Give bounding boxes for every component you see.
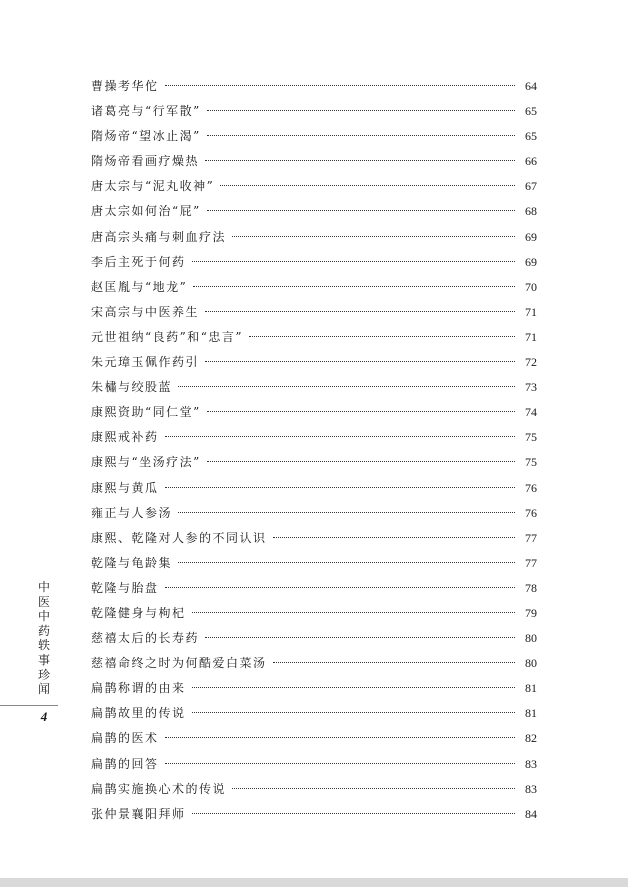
toc-entry — [91, 275, 537, 300]
toc-entry-page: 77 — [525, 555, 537, 570]
toc-entry-page: 65 — [525, 129, 537, 144]
dot-leader — [232, 236, 515, 237]
toc-entry-title: 宋高宗与中医养生 — [91, 304, 200, 319]
toc-entry-title: 康熙戒补药 — [91, 430, 159, 445]
toc-entry-page: 76 — [525, 480, 537, 495]
toc-entry-title: 康熙与黄瓜 — [91, 480, 159, 495]
toc-entry-title: 雍正与人参汤 — [91, 505, 173, 520]
toc-entry-page: 67 — [525, 179, 537, 194]
toc-entry-title: 隋炀帝“望冰止渴” — [91, 129, 201, 144]
dot-leader — [165, 487, 515, 488]
toc-entry — [91, 149, 537, 174]
dot-leader — [192, 712, 515, 713]
dot-leader — [273, 662, 515, 663]
dot-leader — [165, 763, 515, 764]
dot-leader — [192, 261, 515, 262]
toc-entry — [91, 325, 537, 350]
toc-entry-title: 元世祖纳“良药”和“忠言” — [91, 329, 244, 344]
toc-entry — [91, 802, 537, 827]
toc-entry-page: 80 — [525, 631, 537, 646]
toc-entry-title: 乾隆与龟龄集 — [91, 555, 173, 570]
toc-entry-page: 77 — [525, 530, 537, 545]
dot-leader — [193, 286, 515, 287]
dot-leader — [205, 160, 515, 161]
toc-entry-title: 诸葛亮与“行军散” — [91, 104, 201, 119]
toc-entry-title: 隋炀帝看画疗燥热 — [91, 154, 200, 169]
toc-entry — [91, 526, 537, 551]
dot-leader — [192, 612, 515, 613]
toc-entry — [91, 501, 537, 526]
toc-entry — [91, 726, 537, 751]
dot-leader — [165, 737, 515, 738]
dot-leader — [165, 587, 515, 588]
toc-entry-title: 唐太宗如何治“屁” — [91, 204, 201, 219]
toc-entry — [91, 99, 537, 124]
toc-entry-title: 曹操考华佗 — [91, 79, 159, 93]
toc-entry-page: 64 — [525, 79, 537, 93]
toc-entry — [91, 476, 537, 501]
dot-leader — [273, 537, 515, 538]
toc-entry-title: 康熙与“坐汤疗法” — [91, 455, 201, 470]
toc-entry-title: 扁鹊的回答 — [91, 756, 159, 771]
toc-entry-title: 乾隆与胎盘 — [91, 580, 159, 595]
toc-entry — [91, 752, 537, 777]
toc-entry-page: 78 — [525, 580, 537, 595]
toc-entry-title: 朱橚与绞股蓝 — [91, 380, 173, 395]
toc-entry-title: 扁鹊实施换心术的传说 — [91, 781, 227, 796]
toc-entry-title: 唐高宗头痛与刺血疗法 — [91, 229, 227, 244]
toc-entry-title: 乾隆健身与枸杞 — [91, 605, 186, 620]
toc-entry-page: 81 — [525, 706, 537, 721]
toc-entry — [91, 777, 537, 802]
dot-leader — [192, 813, 515, 814]
toc-entry-page: 84 — [525, 806, 537, 821]
dot-leader — [207, 210, 515, 211]
toc-entry-title: 扁鹊的医术 — [91, 731, 159, 746]
toc-entry-page: 69 — [525, 229, 537, 244]
toc-entry — [91, 199, 537, 224]
dot-leader — [165, 436, 515, 437]
toc-entry-page: 73 — [525, 380, 537, 395]
toc-entry-page: 69 — [525, 254, 537, 269]
margin-rule — [0, 705, 58, 706]
dot-leader — [178, 562, 515, 563]
dot-leader — [178, 386, 515, 387]
toc-entry-page: 65 — [525, 104, 537, 119]
dot-leader — [207, 411, 515, 412]
toc-entry — [91, 425, 537, 450]
toc-entry-title: 唐太宗与“泥丸收神” — [91, 179, 215, 194]
page-number: 4 — [40, 709, 48, 724]
toc-entry — [91, 701, 537, 726]
toc-entry-page: 68 — [525, 204, 537, 219]
dot-leader — [207, 461, 515, 462]
toc-entry — [91, 400, 537, 425]
toc-entry — [91, 250, 537, 275]
toc-entry-page: 82 — [525, 731, 537, 746]
toc-entry-page: 76 — [525, 505, 537, 520]
toc-entry-title: 扁鹊故里的传说 — [91, 706, 186, 721]
toc-entry-title: 康熙、乾隆对人参的不同认识 — [91, 530, 267, 545]
dot-leader — [249, 336, 515, 337]
book-title: 中医中药轶事珍闻 — [37, 580, 50, 697]
toc-entry — [91, 576, 537, 601]
dot-leader — [232, 788, 515, 789]
toc-entry — [91, 626, 537, 651]
toc-entry-page: 79 — [525, 605, 537, 620]
toc-entry-page: 75 — [525, 455, 537, 470]
toc-entry — [91, 174, 537, 199]
toc-entry-page: 70 — [525, 279, 537, 294]
toc-entry-page: 74 — [525, 405, 537, 420]
dot-leader — [220, 185, 515, 186]
toc-entry-title: 慈禧太后的长寿药 — [91, 631, 200, 646]
toc-entry — [91, 551, 537, 576]
toc-entry — [91, 300, 537, 325]
toc-entry — [91, 676, 537, 701]
dot-leader — [207, 110, 515, 111]
dot-leader — [192, 687, 515, 688]
toc-entry-title: 康熙资助“同仁堂” — [91, 405, 201, 420]
toc-entry — [91, 225, 537, 250]
toc-entry — [91, 124, 537, 149]
toc-entry-title: 朱元璋玉佩作药引 — [91, 355, 200, 370]
toc-entry-page: 83 — [525, 781, 537, 796]
toc-entry-page: 72 — [525, 355, 537, 370]
dot-leader — [178, 512, 515, 513]
page-bottom-edge — [0, 878, 628, 887]
toc-entry-page: 71 — [525, 329, 537, 344]
toc-entry-title: 张仲景襄阳拜师 — [91, 806, 186, 821]
toc-entry-title: 扁鹊称谓的由来 — [91, 681, 186, 696]
toc-entry-title: 赵匡胤与“地龙” — [91, 279, 188, 294]
toc-entry-page: 80 — [525, 656, 537, 671]
toc-entry-title: 李后主死于何药 — [91, 254, 186, 269]
toc-entry-page: 83 — [525, 756, 537, 771]
toc-entry — [91, 651, 537, 676]
toc-entry — [91, 601, 537, 626]
dot-leader — [205, 637, 515, 638]
toc-entry-page: 66 — [525, 154, 537, 169]
dot-leader — [205, 361, 515, 362]
toc-entry — [91, 450, 537, 475]
toc-entry-page: 81 — [525, 681, 537, 696]
table-of-contents — [91, 74, 537, 827]
dot-leader — [207, 135, 515, 136]
toc-entry-page: 75 — [525, 430, 537, 445]
toc-entry — [91, 74, 537, 99]
dot-leader — [165, 85, 515, 86]
toc-entry — [91, 350, 537, 375]
dot-leader — [205, 311, 515, 312]
toc-entry-title: 慈禧命终之时为何酷爱白菜汤 — [91, 656, 267, 671]
toc-entry-page: 71 — [525, 304, 537, 319]
toc-entry — [91, 375, 537, 400]
